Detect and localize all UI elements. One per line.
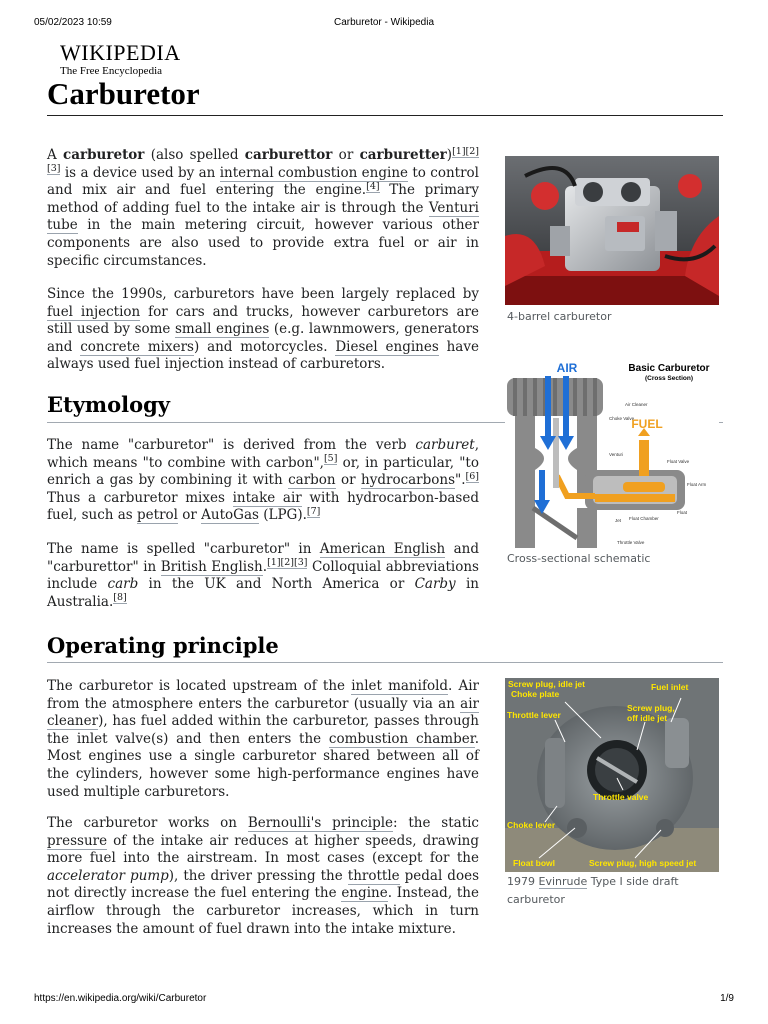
text: , which means "to combine with carbon", bbox=[47, 437, 479, 471]
text: A bbox=[47, 147, 64, 163]
photo-label-choke-plate: Choke plate bbox=[511, 689, 560, 699]
link-combustion-chamber[interactable]: combustion chamber bbox=[328, 730, 475, 747]
photo-label-screw-plug-idle-jet: Screw plug, idle jet bbox=[508, 679, 585, 689]
link-american-english[interactable]: American English bbox=[319, 541, 446, 557]
photo-label-fuel-inlet: Fuel inlet bbox=[651, 682, 689, 692]
bold-term: carburetor bbox=[63, 147, 145, 163]
text: or, in particular, "to enrich a gas by combining it with bbox=[47, 454, 479, 489]
link-venturi-tube[interactable]: Venturi tube bbox=[47, 199, 479, 234]
link-bernoullis-principle[interactable]: Bernoulli's principle bbox=[247, 815, 394, 831]
italic-term: carburet bbox=[415, 437, 475, 453]
text: The name "carburetor" is derived from the verb bbox=[47, 437, 416, 453]
text: ), the driver pressing the bbox=[168, 867, 348, 884]
link-petrol[interactable]: petrol bbox=[137, 507, 178, 524]
text: : the static bbox=[393, 815, 479, 831]
etymology-paragraph-2 bbox=[47, 541, 479, 611]
text: Thus a carburetor mixes bbox=[47, 489, 233, 506]
figure-caption: 4-barrel carburetor bbox=[507, 310, 612, 323]
text: in the UK and North America or bbox=[138, 576, 415, 593]
text: . Air from the atmosphere enters the carburetor (usually via an bbox=[47, 678, 479, 712]
citation-link[interactable]: [4] bbox=[366, 180, 380, 192]
caption-text: 1979 bbox=[507, 875, 539, 888]
diagram-label-air-cleaner: Air Cleaner bbox=[625, 402, 648, 407]
text: . bbox=[262, 558, 268, 575]
logo-tagline: The Free Encyclopedia bbox=[60, 65, 163, 77]
print-date: 05/02/2023 10:59 bbox=[34, 17, 112, 28]
text: The carburetor works on bbox=[47, 815, 248, 831]
text: or bbox=[335, 472, 362, 489]
print-url: https://en.wikipedia.org/wiki/Carburetor bbox=[34, 993, 207, 1004]
link-intake-air[interactable]: intake air bbox=[232, 489, 302, 506]
etymology-paragraph-1 bbox=[47, 437, 479, 525]
text: (e.g. lawnmowers, generators and bbox=[47, 321, 479, 355]
diagram-label-venturi: Venturi bbox=[609, 452, 624, 457]
citation-link[interactable]: [3] bbox=[47, 163, 61, 175]
intro-paragraph-1 bbox=[47, 147, 479, 270]
text: with hydrocarbon-based fuel, such as bbox=[47, 489, 479, 524]
cross-section-diagram bbox=[505, 358, 719, 548]
link-autogas[interactable]: AutoGas bbox=[201, 507, 259, 524]
link-inlet-manifold[interactable]: inlet manifold bbox=[351, 678, 449, 694]
link-air-cleaner[interactable]: air cleaner bbox=[47, 695, 479, 730]
citation-link[interactable]: [7] bbox=[306, 505, 321, 517]
italic-term: Carby bbox=[414, 576, 456, 593]
photo-label-float-bowl: Float bowl bbox=[513, 858, 556, 868]
text: ) bbox=[446, 147, 453, 163]
text: . Most engines use a single carburetor shared between all of the cylinders, however some high-performance engines have used multiple carburetors. bbox=[47, 730, 479, 800]
link-fuel-injection[interactable]: fuel injection bbox=[47, 303, 141, 320]
text: is a device used by an bbox=[60, 164, 220, 181]
text: in the main metering circuit, however various other components are also used to provide extra fuel or air in specific circumstances. bbox=[47, 217, 479, 269]
italic-term: accelerator pump bbox=[47, 867, 169, 884]
link-carbon[interactable]: carbon bbox=[288, 472, 336, 489]
heading-etymology: Etymology bbox=[47, 392, 171, 417]
evinrude-photo-illustration bbox=[505, 678, 719, 872]
figure-caption bbox=[507, 873, 721, 909]
operating-paragraph-2 bbox=[47, 815, 479, 938]
bold-term: carburettor bbox=[244, 147, 333, 163]
text: and "carburettor" in bbox=[47, 541, 479, 575]
link-pressure[interactable]: pressure bbox=[47, 832, 108, 849]
citation-link[interactable]: [8] bbox=[113, 592, 127, 604]
photo-label-throttle-lever: Throttle lever bbox=[507, 710, 561, 720]
diagram-label-float-arm: Float Arm bbox=[687, 482, 707, 487]
citation-link[interactable]: [5] bbox=[323, 453, 338, 465]
text: . Instead, the airflow through the carburetor increases, which in turn increases the amount of fuel drawn into the intake mixture. bbox=[47, 885, 479, 937]
wikipedia-logo[interactable] bbox=[60, 42, 181, 78]
diagram-label-float-chamber: Float Chamber bbox=[629, 516, 659, 521]
text: pedal does not directly increase the fuel entering the bbox=[47, 867, 479, 902]
diagram-subtitle: (Cross Section) bbox=[644, 375, 694, 382]
operating-paragraph-1 bbox=[47, 678, 479, 801]
citation-link[interactable]: [6] bbox=[465, 470, 480, 482]
title-rule bbox=[47, 115, 723, 116]
diagram-label-air: AIR bbox=[556, 361, 578, 375]
diagram-label-float: Float bbox=[677, 510, 688, 515]
link-british-english[interactable]: British English bbox=[160, 558, 263, 575]
text: have always used fuel injection instead of carburetors. bbox=[47, 338, 479, 373]
logo-wordmark: WIKIPEDIA bbox=[60, 40, 181, 65]
text: in Australia. bbox=[47, 576, 479, 610]
text: ) and motorcycles. bbox=[193, 338, 336, 355]
text: The name is spelled "carburetor" in bbox=[47, 541, 320, 557]
photo-label-screw-plug-high-speed-jet: Screw plug, high speed jet bbox=[589, 858, 697, 868]
text: or bbox=[332, 147, 360, 163]
photo-label-choke-lever: Choke lever bbox=[507, 820, 556, 830]
figure-caption: Cross-sectional schematic bbox=[507, 552, 651, 565]
link-internal-combustion-engine[interactable]: internal combustion engine bbox=[219, 164, 409, 181]
link-concrete-mixers[interactable]: concrete mixers bbox=[80, 338, 194, 355]
link-engine[interactable]: engine bbox=[341, 885, 388, 902]
text: Colloquial abbreviations include bbox=[47, 558, 479, 593]
link-hydrocarbons[interactable]: hydrocarbons bbox=[361, 472, 456, 489]
photo-label-off-idle-jet: off idle jet bbox=[627, 713, 668, 723]
citation-link[interactable]: [2] bbox=[280, 557, 294, 569]
citation-link[interactable]: [2] bbox=[465, 145, 479, 157]
print-page-number: 1/9 bbox=[720, 993, 734, 1004]
intro-paragraph-2 bbox=[47, 286, 479, 374]
page-title: Carburetor bbox=[47, 76, 200, 111]
diagram-label-throttle-valve: Throttle Valve bbox=[617, 540, 645, 545]
text: (LPG). bbox=[258, 507, 307, 524]
diagram-label-fuel: FUEL bbox=[631, 417, 663, 431]
text: ), has fuel added within the carburetor, passes through the inlet valve(s) and then enters the bbox=[47, 713, 479, 747]
link-diesel-engines[interactable]: Diesel engines bbox=[335, 338, 439, 355]
figure-evinrude-carburetor-photo[interactable] bbox=[505, 678, 719, 872]
print-title: Carburetor - Wikipedia bbox=[333, 17, 435, 28]
diagram-title: Basic Carburetor bbox=[628, 363, 710, 374]
text: The carburetor is located upstream of the bbox=[47, 678, 352, 694]
link-evinrude[interactable]: Evinrude bbox=[538, 875, 588, 888]
text: to control and mix air and fuel entering the engine. bbox=[47, 164, 479, 199]
text: for cars and trucks, however carburetors are still used by some bbox=[47, 303, 479, 338]
citation-link[interactable]: [1] bbox=[267, 557, 281, 569]
caption-text: Type I side draft carburetor bbox=[507, 875, 679, 906]
bold-term: carburetter bbox=[359, 147, 447, 163]
citation-link[interactable]: [1] bbox=[452, 145, 466, 157]
heading-operating-principle: Operating principle bbox=[47, 633, 279, 658]
photo-label-throttle-valve: Throttle valve bbox=[593, 792, 649, 802]
photo-label-screw-plug: Screw plug, bbox=[627, 703, 675, 713]
figure-4-barrel-carburetor-photo[interactable] bbox=[505, 156, 719, 305]
text: (also spelled bbox=[144, 147, 245, 163]
diagram-label-jet: Jet bbox=[615, 518, 622, 523]
italic-term: carb bbox=[107, 576, 139, 593]
figure-cross-section-schematic[interactable] bbox=[505, 358, 719, 548]
text: of the intake air reduces at higher speeds, drawing more fuel into the airstream. In most cases (except for the bbox=[47, 832, 479, 867]
text: The primary method of adding fuel to the intake air is through the bbox=[47, 182, 479, 216]
text: Since the 1990s, carburetors have been largely replaced by bbox=[47, 286, 479, 302]
diagram-label-float-valve: Float Valve bbox=[667, 459, 690, 464]
text: or bbox=[178, 507, 202, 524]
text: ". bbox=[455, 472, 466, 489]
link-small-engines[interactable]: small engines bbox=[175, 321, 270, 338]
heading-rule bbox=[47, 662, 723, 663]
carburetor-photo-illustration bbox=[505, 156, 719, 305]
citation-link[interactable]: [3] bbox=[294, 557, 308, 569]
diagram-label-choke-valve: Choke Valve bbox=[609, 416, 635, 421]
link-throttle[interactable]: throttle bbox=[347, 867, 400, 884]
